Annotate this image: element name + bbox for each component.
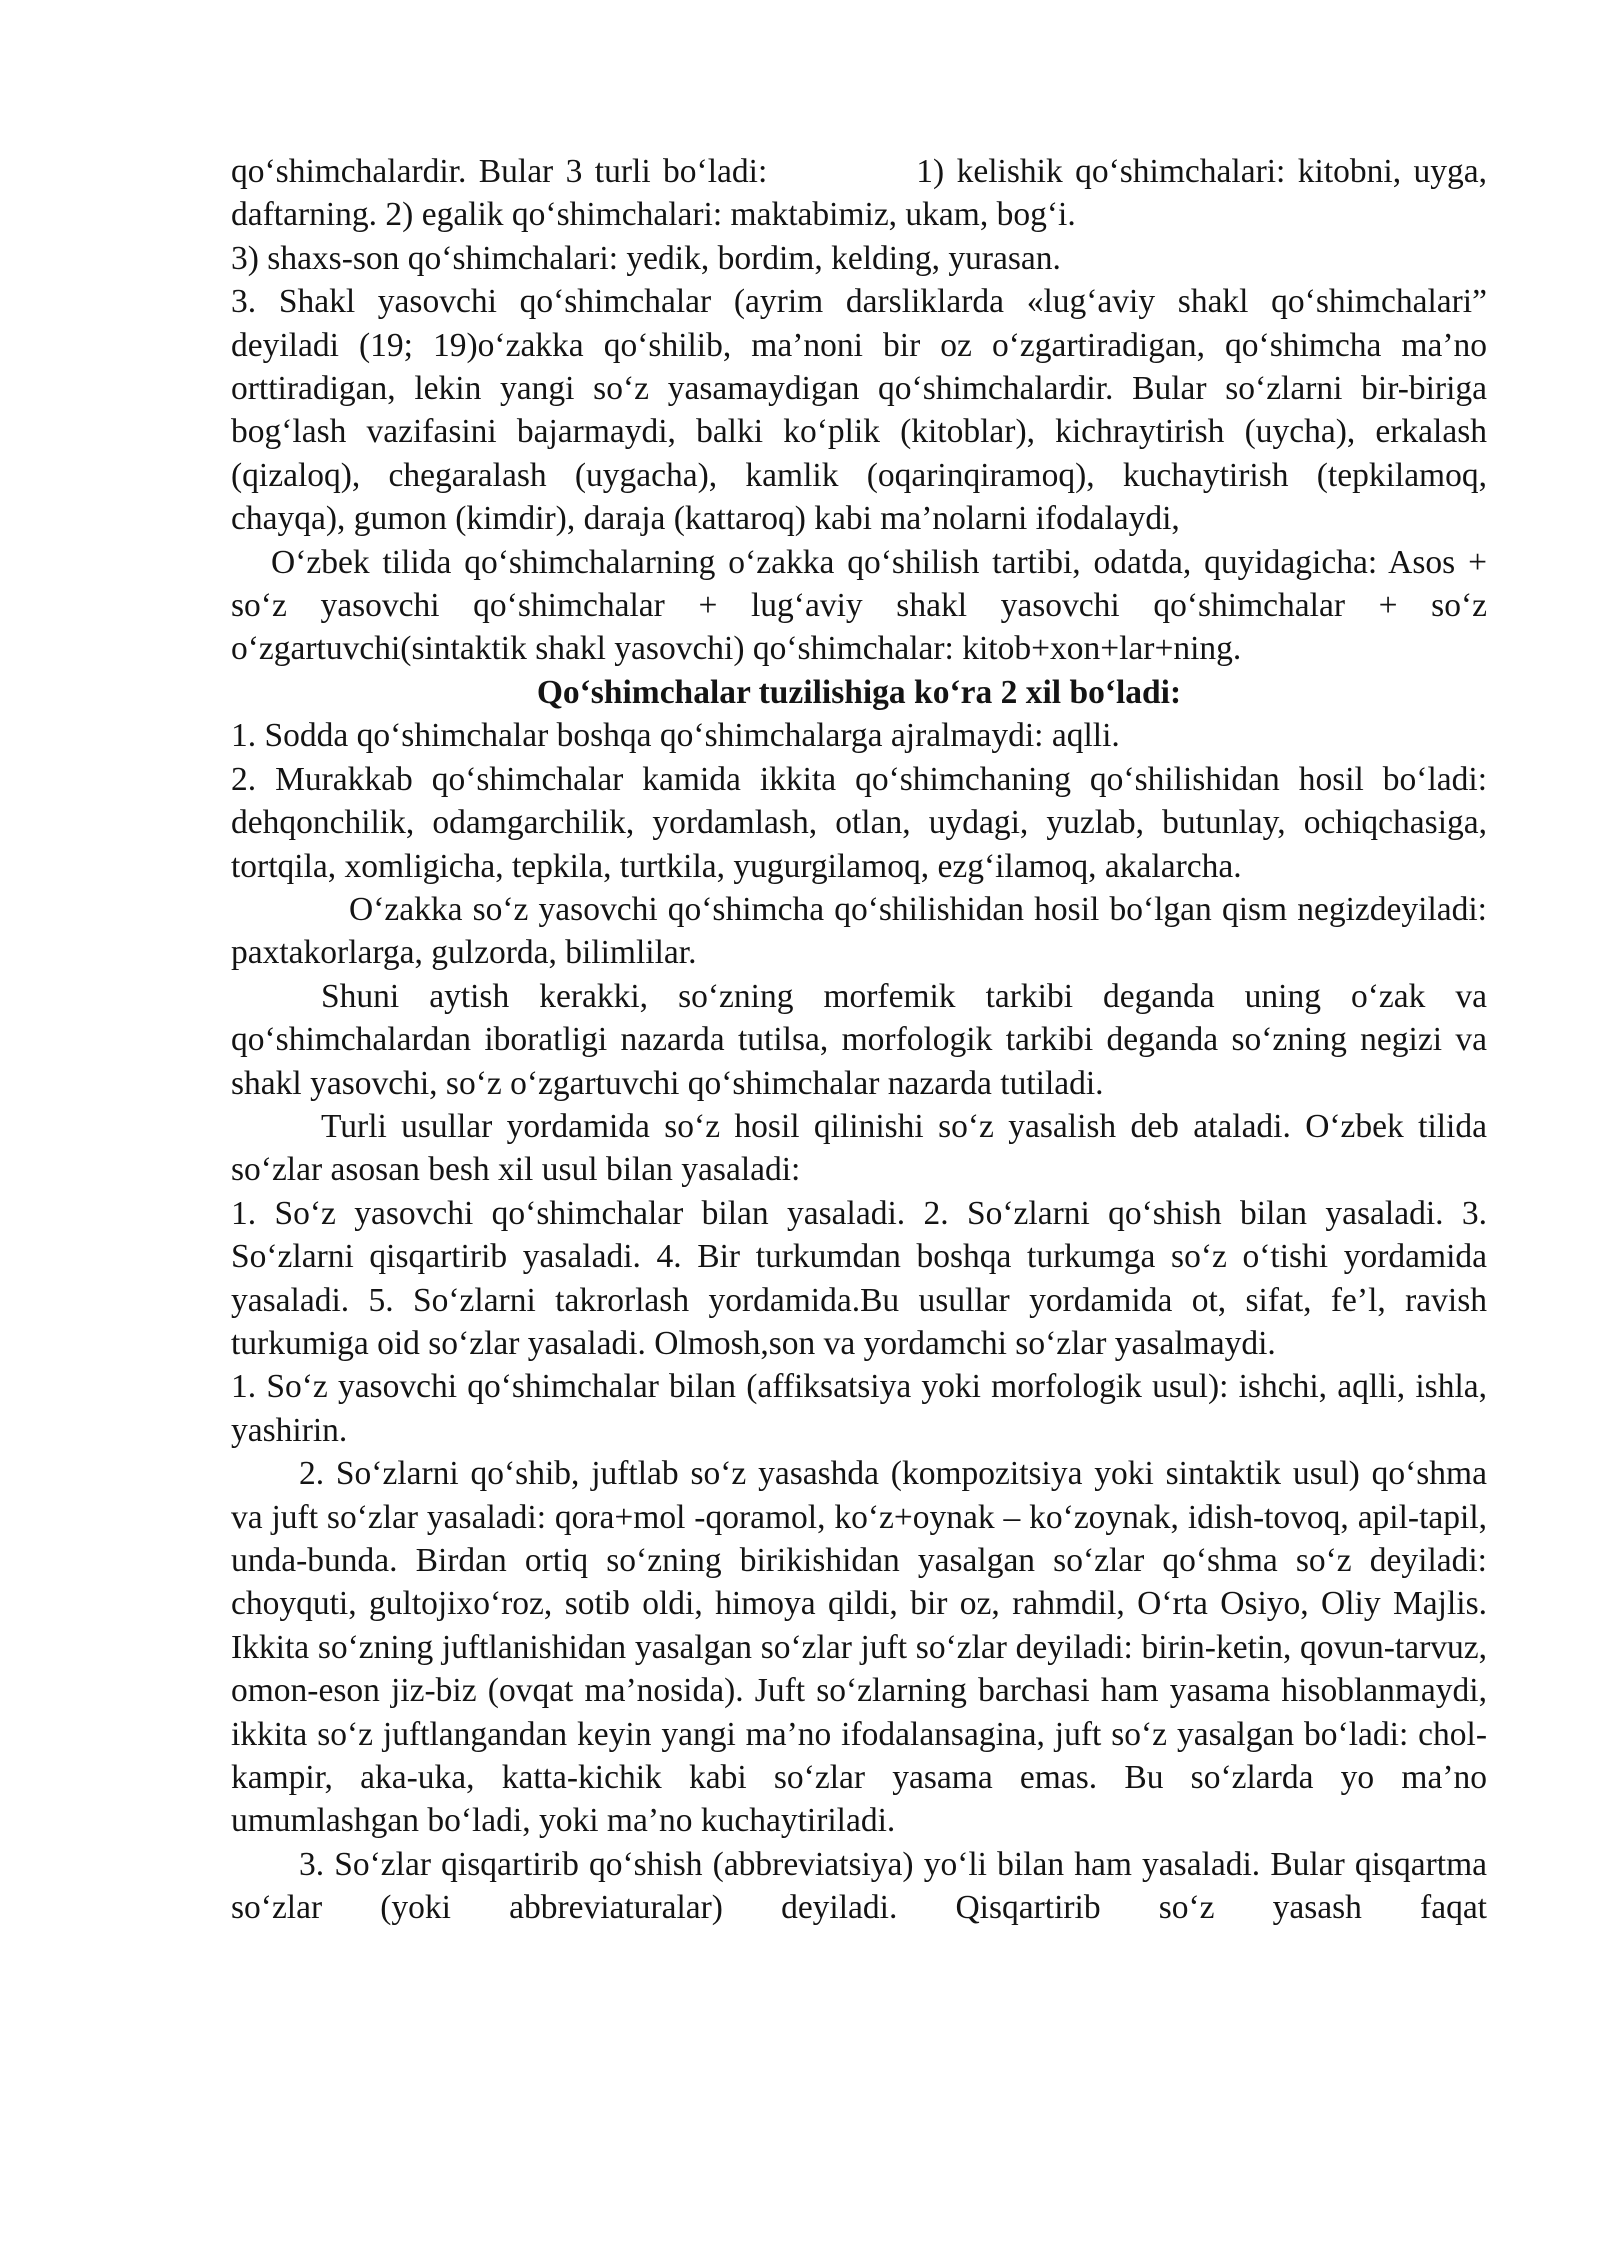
- paragraph-kompozitsiya: 2. So‘zlarni qo‘shib, juftlab so‘z yasashda (kompozitsiya yoki sintaktik usul) qo‘shma va juft so‘zlar yasaladi: qora+mol -qoramol, ko‘z+oynak – ko‘zoynak, idish-tovoq, apil-tapil, unda-bunda. Birdan ortiq so‘zning birikishidan yasalgan so‘zlar qo‘shma so‘z deyiladi: choyquti, gultojixo‘roz, sotib oldi, himoya qildi, bir oz, rahmdil, O‘rta Osiyo, Oliy Majlis. Ikkita so‘zning juftlanishidan yasalgan so‘zlar juft so‘zlar deyiladi: birin-ketin, qovun-tarvuz, omon-eson jiz-biz (ovqat ma’nosida). Juft so‘zlarning barchasi ham yasama hisoblanmaydi, ikkita so‘z juftlangandan keyin yangi ma’no ifodalansagina, juft so‘z yasalgan bo‘ladi: chol-kampir, aka-uka, katta-kichik kabi so‘zlar yasama emas. Bu so‘zlarda yo ma’no umumlashgan bo‘ladi, yoki ma’no kuchaytiriladi.: [231, 1455, 1487, 1840]
- paragraph-soz-yasalish: Turli usullar yordamida so‘z hosil qilinishi so‘z yasalish deb ataladi. O‘zbek tilida so‘zlar asosan besh xil usul bilan yasaladi:: [231, 1107, 1487, 1189]
- paragraph-shakl-yasovchi: 3. Shakl yasovchi qo‘shimchalar (ayrim darsliklarda «lug‘aviy shakl qo‘shimchalari” deyiladi (19; 19)o‘zakka qo‘shilib, ma’noni bir oz o‘zgartiradigan, qo‘shimcha ma’no orttiradigan, lekin yangi so‘z yasamaydigan qo‘shimchalardir. Bular so‘zlarni bir-biriga bog‘lash vazifasini bajarmaydi, balki ko‘plik (kitoblar), kichraytirish (uycha), erkalash (qizaloq), chegaralash (uygacha), kamlik (oqarinqiramoq), kuchaytirish (tepkilamoq, chayqa), gumon (kimdir), daraja (kattaroq) kabi ma’nolarni ifodalaydi,: [231, 283, 1487, 538]
- paragraph-abbreviatsiya: 3. So‘zlar qisqartirib qo‘shish (abbreviatsiya) yo‘li bilan ham yasaladi. Bular qisqartma so‘zlar (yoki abbreviaturalar) deyiladi. Qisqartirib so‘z yasash faqat: [231, 1845, 1487, 1927]
- document-page: [231, 150, 1496, 1930]
- paragraph-kelishik-egalik: qo‘shimchalardir. Bular 3 turli bo‘ladi: 1) kelishik qo‘shimchalari: kitobni, uyga, daftarning. 2) egalik qo‘shimchalari: maktabimiz, ukam, bog‘i.: [231, 153, 1496, 234]
- paragraph-sodda-qoshimchalar: 1. Sodda qo‘shimchalar boshqa qo‘shimchalarga ajralmaydi: aqlli.: [231, 717, 1120, 755]
- paragraph-affiksatsiya: 1. So‘z yasovchi qo‘shimchalar bilan (affiksatsiya yoki morfologik usul): ishchi, aqlli, ishla, yashirin.: [231, 1368, 1487, 1449]
- paragraph-qoshilish-tartibi: O‘zbek tilida qo‘shimchalarning o‘zakka qo‘shilish tartibi, odatda, quyidagicha: Asos + so‘z yasovchi qo‘shimchalar + lug‘aviy shakl yasovchi qo‘shimchalar + so‘z o‘zgartuvchi(sintaktik shakl yasovchi) qo‘shimchalar: kitob+xon+lar+ning.: [231, 543, 1487, 668]
- paragraph-morfemik-tarkib: Shuni aytish kerakki, so‘zning morfemik tarkibi deganda uning o‘zak va qo‘shimchalardan iboratligi nazarda tutilsa, morfologik tarkibi deganda so‘zning negizi va shakl yasovchi, so‘z o‘zgartuvchi qo‘shimchalar nazarda tutiladi.: [231, 977, 1487, 1102]
- paragraph-murakkab-qoshimchalar: 2. Murakkab qo‘shimchalar kamida ikkita qo‘shimchaning qo‘shilishidan hosil bo‘ladi: dehqonchilik, odamgarchilik, yordamlash, otlan, uydagi, yuzlab, butunlay, ochiqchasiga, tortqila, xomligicha, tepkila, turtkila, yugurgilamoq, ezg‘ilamoq, akalarcha.: [231, 760, 1487, 885]
- paragraph-negiz: O‘zakka so‘z yasovchi qo‘shimcha qo‘shilishidan hosil bo‘lgan qism negizdeyiladi: paxtakorlarga, gulzorda, bilimlilar.: [231, 890, 1487, 972]
- paragraph-shaxs-son: 3) shaxs-son qo‘shimchalari: yedik, bordim, kelding, yurasan.: [231, 239, 1061, 277]
- section-heading: Qo‘shimchalar tuzilishiga ko‘ra 2 xil bo‘ladi:: [536, 673, 1182, 711]
- paragraph-besh-usul: 1. So‘z yasovchi qo‘shimchalar bilan yasaladi. 2. So‘zlarni qo‘shish bilan yasaladi. 3. So‘zlarni qisqartirib yasaladi. 4. Bir turkumdan boshqa turkumga so‘z o‘tishi yordamida yasaladi. 5. So‘zlarni takrorlash yordamida.Bu usullar yordamida ot, sifat, fe’l, ravish turkumiga oid so‘zlar yasaladi. Olmosh,son va yordamchi so‘zlar yasalmaydi.: [231, 1194, 1487, 1362]
